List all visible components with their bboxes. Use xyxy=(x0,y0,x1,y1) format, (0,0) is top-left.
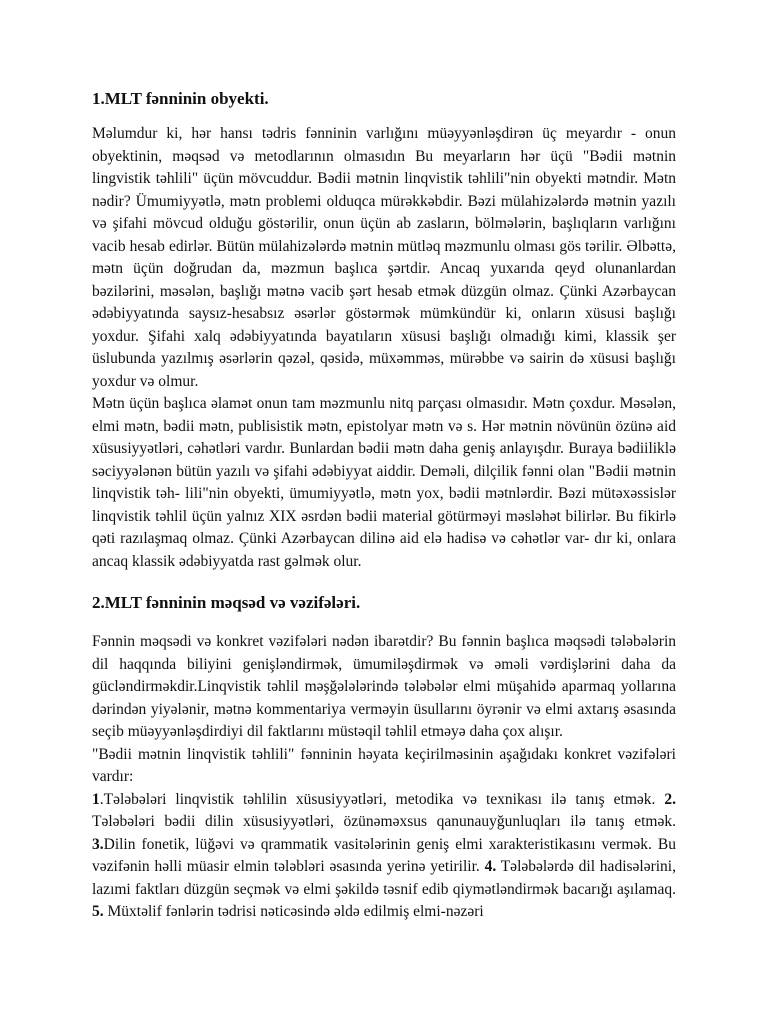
section-2-heading: 2.MLT fənninin məqsəd və vəzifələri. xyxy=(92,593,361,612)
section-1-paragraph-1: Məlumdur ki, hər hansı tədris fənninin varlığını müəyyənləşdirən üç meyardır - onun obyektinin, məqsəd və metodlarının olmasıdın Bu meyarların hər üçü "Bədii mətnin lingvistik təhlili" üçün mövcuddur. Bədii mətnin linqvistik təhlili"nin obyekti mətndir. Mətn nədir? Ümumiyyətlə, mətn problemi olduqca mürəkkəbdir. Bəzi mülahizələrdə mətnin yazılı və şifahi mövcud olduğu göstərilir, onun üçün ab zasların, bölmələrin, başlıqların varlığını vacib hesab edirlər. Bütün mülahizələrdə mətnin mütləq məzmunlu olması gös tərilir. Əlbəttə, mətn üçün doğrudan da, məzmun başlıca şərtdir. Ancaq yuxarıda qeyd olunanlardan bəzilərini, məsələn, başlığı mətnə vacib şərt hesab etmək düzgün olmaz. Çünki Azərbaycan ədəbiyyatında saysız-hesabsız əsərlər göstərmək mümkündür ki, onların xüsusi başlığı yoxdur. Şifahi xalq ədəbiyyatında bayatıların xüsusi başlığı olmadığı kimi, klassik şer üslubunda yazılmış əsərlərin qəzəl, qəsidə, müxəmməs, mürəbbe və sairin də xüsusi başlığı yoxdur və olmur. xyxy=(92,125,676,390)
task-1-text: .Tələbələri linqvistik təhlilin xüsusiyyətləri, metodika və texnikası ilə tanış etmək. xyxy=(99,790,665,808)
task-2-text: Tələbələri bədii dilin xüsusiyyətləri, özünəməxsus qanunauyğunluqları ilə tanış etmək. xyxy=(92,813,676,830)
task-4-text: Tələbələrdə dil hadisələrini, lazımi faktları düzgün seçmək və elmi şəkildə təsnif edib qiymətləndirmək bacarığı aşılamaq. xyxy=(92,858,676,898)
section-2-paragraph-1: Fənnin məqsədi və konkret vəzifələri nədən ibarətdir? Bu fənnin başlıca məqsədi tələbələrin dil haqqında biliyini genişləndirmək, ümumiləşdirmək və əməli vərdişlərini daha da gücləndirməkdir.Linqvistik təhlil məşğələlərində tələbələr elmi müşahidə aparmaq yollarına dərindən yiyələnir, mətnə kommentariya verməyin üsullarını öyrənir və elmi axtarış əsasında seçib müəyyənləşdirdiyi dil faktlarını müstəqil təhlil etməyə daha çox alışır. xyxy=(92,633,676,740)
section-2-paragraph-2: "Bədii mətnin linqvistik təhlili" fənninin həyata keçirilməsinin aşağıdakı konkret vəzifələri vardır: xyxy=(92,745,676,785)
task-1-number: 1 xyxy=(92,790,100,808)
section-1-paragraph-2: Mətn üçün başlıca əlamət onun tam məzmunlu nitq parçası olmasıdır. Mətn çoxdur. Məsələn, elmi mətn, bədii mətn, publisistik mətn, epistolyar mətn və s. Hər mətnin növünün özünə aid xüsusiyyətləri, cəhətləri vardır. Bunlardan bədii mətn daha geniş anlayışdır. Buraya bədiiliklə səciyyələnən bütün yazılı və şifahi ədəbiyyat aiddir. Deməli, dilçilik fənni olan "Bədii mətnin linqvistik təh- lili"nin obyekti, ümumiyyətlə, mətn yox, bədii mətnlərdir. Bəzi mütəxəssislər linqvistik təhlil üçün yalnız XIX əsrdən bədii material götürməyi məsləhət bilirlər. Bu fikirlə qəti razılaşmaq olmaz. Çünki Azərbaycan dilinə aid elə hadisə və cəhətlər var- dır ki, onlara ancaq klassik ədəbiyyatda rast gəlmək olur. xyxy=(92,395,676,570)
task-3-text: Dilin fonetik, lüğəvi və qrammatik vasitələrinin geniş elmi xarakteristikasını vermək. Bu vəzifənin həlli müasir elmin tələbləri əsasında yerinə yetirilir. xyxy=(92,835,676,875)
task-5-text: Müxtəlif fənlərin tədrisi nəticəsində əldə edilmiş elmi-nəzəri xyxy=(103,903,484,920)
task-5-number: 5. xyxy=(92,903,104,920)
task-2-number: 2. xyxy=(664,790,676,808)
task-3-number: 3. xyxy=(92,835,104,853)
section-1-heading: 1.MLT fənninin obyekti. xyxy=(92,89,269,108)
section-2-task-list xyxy=(92,789,676,924)
task-4-number: 4. xyxy=(484,858,497,875)
